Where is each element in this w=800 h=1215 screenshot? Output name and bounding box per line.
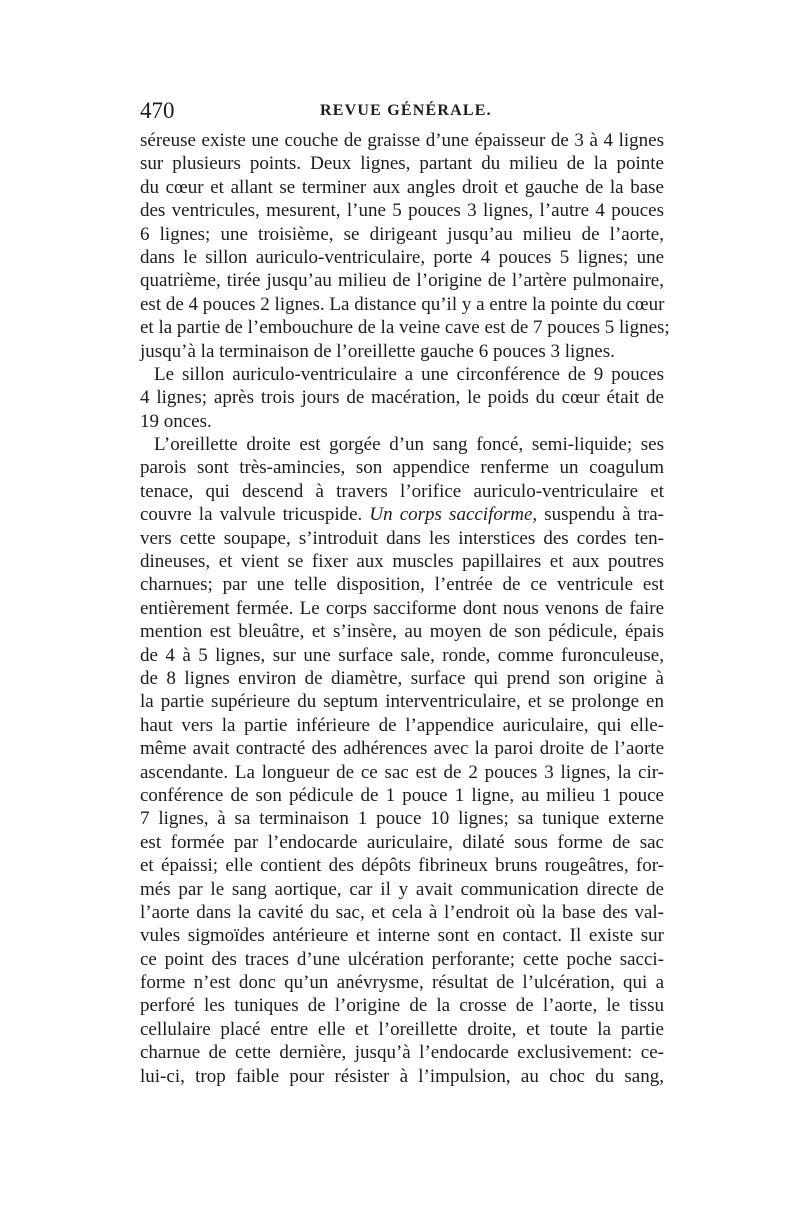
page-number: 470 [140,98,175,123]
text-run: couvre la valvule tricuspide. [140,504,370,526]
text-line: ascendante. La longueur de ce sac est de 2 pouces 3 lignes, la cir- [140,761,664,783]
text-line: de 4 à 5 lignes, sur une surface sale, ronde, comme furonculeuse, [140,644,664,666]
text-line: haut vers la partie inférieure de l’appendice auriculaire, qui elle- [140,714,664,736]
text-line: forme n’est donc qu’un anévrysme, résultat de l’ulcération, qui a [140,972,664,994]
text-line: vules sigmoïdes antérieure et interne sont en contact. Il existe sur [140,925,664,947]
text-line: charnue de cette dernière, jusqu’à l’endocarde exclusivement: ce- [140,1042,664,1064]
text-line: est formée par l’endocarde auriculaire, dilaté sous forme de sac [140,831,664,853]
text-line: 19 onces. [140,410,212,432]
text-line: la partie supérieure du septum interventriculaire, et se prolonge en [140,691,664,713]
text-line: et épaissi; elle contient des dépôts fibrineux bruns rougeâtres, for- [140,855,664,877]
text-line: entièrement fermée. Le corps sacciforme dont nous venons de faire [140,597,664,619]
text-line: dans le sillon auriculo-ventriculaire, porte 4 pouces 5 lignes; une [140,246,664,268]
text-line: Le sillon auriculo-ventriculaire a une circonférence de 9 pouces [154,363,664,385]
text-line: cellulaire placé entre elle et l’oreillette droite, et toute la partie [140,1018,664,1040]
text-line: et la partie de l’embouchure de la veine cave est de 7 pouces 5 lignes; [140,317,670,339]
text-run: , suspendu à tra- [532,504,664,526]
text-line: conférence de son pédicule de 1 pouce 1 ligne, au milieu 1 pouce [140,784,664,806]
text-line: mention est bleuâtre, et s’insère, au moyen de son pédicule, épais [140,621,664,643]
text-line: des ventricules, mesurent, l’une 5 pouces 3 lignes, l’autre 4 pouces [140,200,664,222]
text-line: 6 lignes; une troisième, se dirigeant jusqu’au milieu de l’aorte, [140,223,664,245]
body-text [140,129,670,1088]
text-line: parois sont très-amincies, son appendice renferme un coagulum [140,457,664,479]
text-line: quatrième, tirée jusqu’au milieu de l’origine de l’artère pulmonaire, [140,270,664,292]
running-title: REVUE GÉNÉRALE. [320,102,492,119]
text-line: du cœur et allant se terminer aux angles droit et gauche de la base [140,176,664,198]
text-line: ce point des traces d’une ulcération perforante; cette poche sacci- [140,948,664,970]
text-line: 7 lignes, à sa terminaison 1 pouce 10 lignes; sa tunique externe [140,808,664,830]
text-line: l’aorte dans la cavité du sac, et cela à l’endroit où la base des val- [140,901,664,923]
running-head [140,96,664,126]
text-line: L’oreillette droite est gorgée d’un sang foncé, semi-liquide; ses [154,434,664,456]
text-line: perforé les tuniques de l’origine de la crosse de l’aorte, le tissu [140,995,664,1017]
text-line: més par le sang aortique, car il y avait communication directe de [140,878,664,900]
text-line: tenace, qui descend à travers l’orifice auriculo-ventriculaire et [140,480,664,502]
text-line: sur plusieurs points. Deux lignes, partant du milieu de la pointe [140,153,664,175]
text-line: est de 4 pouces 2 lignes. La distance qu’il y a entre la pointe du cœur [140,293,665,315]
text-line: 4 lignes; après trois jours de macération, le poids du cœur était de [140,387,664,409]
text-line: séreuse existe une couche de graisse d’une épaisseur de 3 à 4 lignes [140,130,664,151]
text-line: dineuses, et vient se fixer aux muscles papillaires et aux poutres [140,551,664,573]
text-line: charnues; par une telle disposition, l’entrée de ce ventricule est [140,574,664,596]
text-line: même avait contracté des adhérences avec la paroi droite de l’aorte [140,738,664,760]
text-line: jusqu’à la terminaison de l’oreillette gauche 6 pouces 3 lignes. [140,340,615,362]
text-line [140,503,664,526]
text-line: vers cette soupape, s’introduit dans les interstices des cordes ten- [140,527,664,549]
text-line: lui-ci, trop faible pour résister à l’impulsion, au choc du sang, [140,1065,664,1087]
italic-term: Un corps sacciforme [369,504,533,526]
text-line: de 8 lignes environ de diamètre, surface qui prend son origine à [140,667,664,689]
